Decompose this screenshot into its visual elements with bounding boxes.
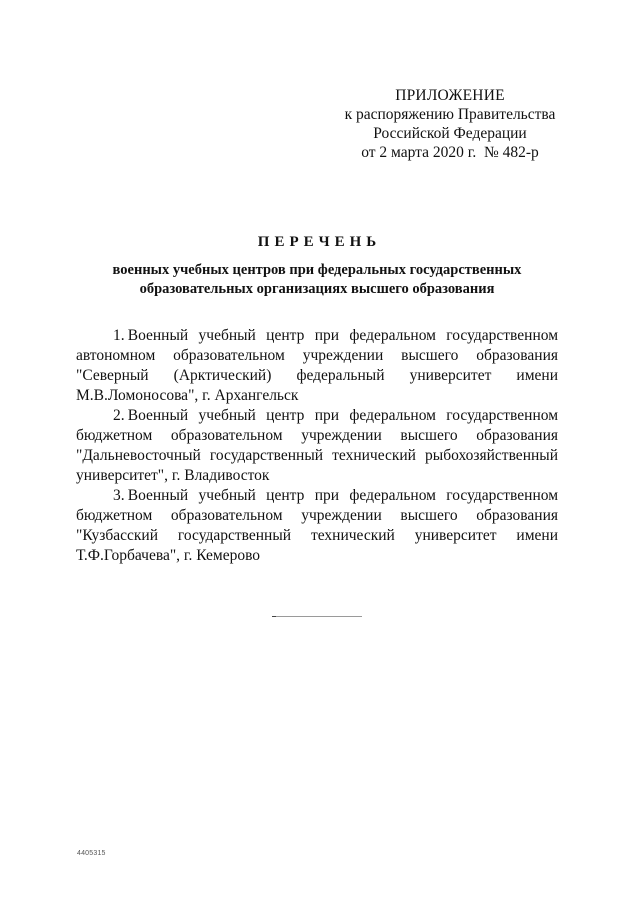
- document-title: ПЕРЕЧЕНЬ: [257, 234, 382, 250]
- appendix-title: ПРИЛОЖЕНИЕ: [395, 87, 505, 104]
- list-item-number: 2.: [113, 407, 125, 424]
- list-item: [76, 326, 558, 406]
- document-heading: [76, 232, 558, 299]
- document-subtitle-line-2: образовательных организациях высшего образования: [139, 281, 495, 297]
- end-divider-line: [272, 616, 362, 617]
- appendix-line-order: к распоряжению Правительства: [344, 106, 556, 123]
- footer-document-code: 4405315: [77, 850, 106, 857]
- list-item-number: 3.: [113, 487, 125, 504]
- list-item-number: 1.: [113, 327, 125, 344]
- appendix-line-date-number: от 2 марта 2020 г. № 482-р: [361, 144, 539, 161]
- document-subtitle-line-1: военных учебных центров при федеральных государственных: [112, 262, 522, 278]
- list-item-text: Военный учебный центр при федеральном государственном бюджетном образовательном учреждении высшего образования "Кузбасский государственный технический университет имени Т.Ф.Горбачева", г. Кемерово: [76, 487, 558, 564]
- list-item-text: Военный учебный центр при федеральном государственном автономном образовательном учреждении высшего образования "Северный (Арктический) федеральный университет имени М.В.Ломоносова", г. Архангельск: [76, 327, 558, 404]
- appendix-header: [330, 86, 570, 162]
- list-item: [76, 486, 558, 566]
- centers-list: [76, 326, 558, 566]
- list-item: [76, 406, 558, 486]
- document-subtitle: [76, 261, 558, 299]
- appendix-line-federation: Российской Федерации: [373, 125, 527, 142]
- list-item-text: Военный учебный центр при федеральном государственном бюджетном образовательном учреждении высшего образования "Дальневосточный государственный технический рыбохозяйственный университет", г. Владивосток: [76, 407, 558, 484]
